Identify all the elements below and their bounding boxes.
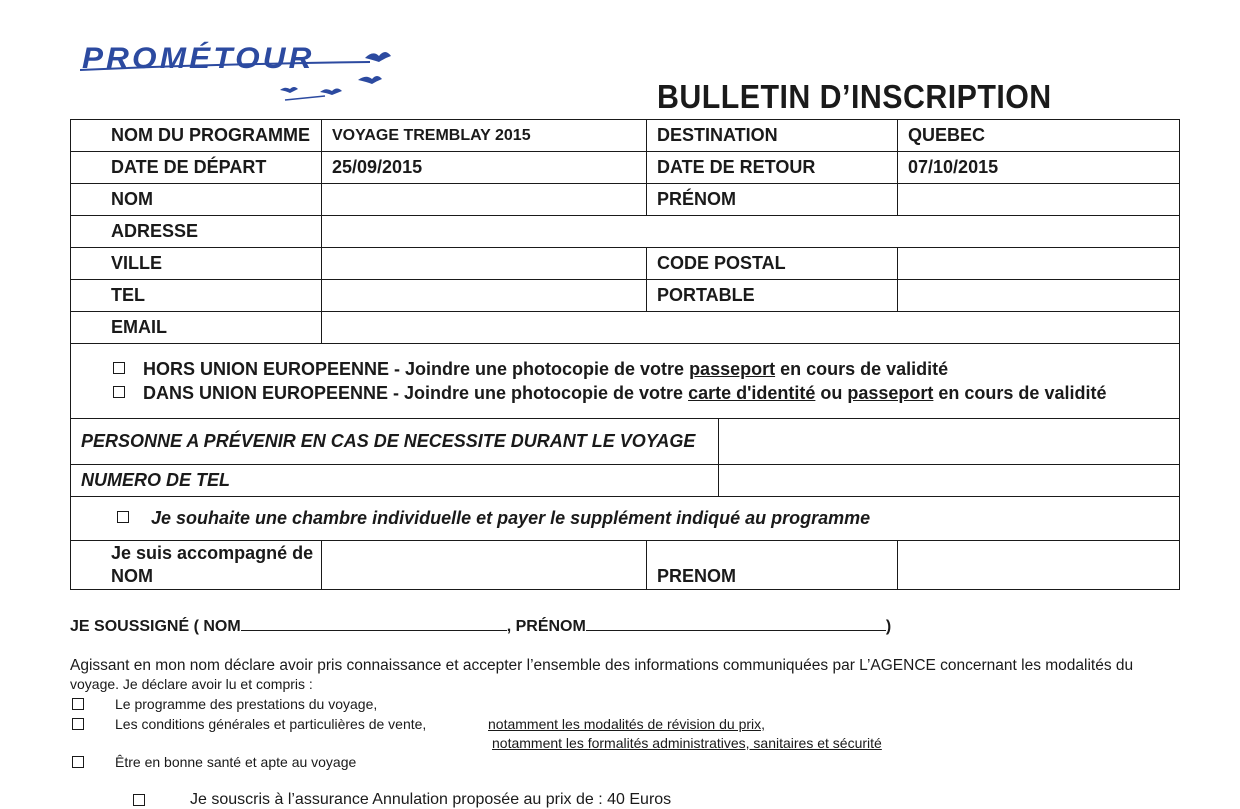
hors-ue-option[interactable]: HORS UNION EUROPEENNE - Joindre une photocopie de votre passeport en cours de validité — [113, 357, 1179, 381]
nom-label: NOM — [71, 184, 322, 216]
portable-label: PORTABLE — [647, 280, 898, 312]
depart-label: DATE DE DÉPART — [71, 152, 322, 184]
checkbox-icon[interactable] — [72, 756, 84, 768]
destination-value: QUEBEC — [898, 120, 1180, 152]
personne-field[interactable] — [719, 419, 1180, 465]
declaration-text: Agissant en mon nom déclare avoir pris connaissance et accepter l’ensemble des informations communiquées par L’AGENCE concernant les modalités du — [70, 657, 1134, 674]
prometour-logo — [80, 40, 400, 106]
prenom-label: PRÉNOM — [647, 184, 898, 216]
list-item: Être en bonne santé et apte au voyage — [115, 754, 357, 770]
destination-label: DESTINATION — [647, 120, 898, 152]
table-row — [71, 248, 1180, 280]
portable-field[interactable] — [898, 280, 1180, 312]
table-row — [71, 184, 1180, 216]
checkbox-icon[interactable] — [72, 698, 84, 710]
signature-nom-blank[interactable] — [241, 616, 507, 631]
retour-value: 07/10/2015 — [898, 152, 1180, 184]
prenom-field[interactable] — [898, 184, 1180, 216]
checkbox-icon[interactable] — [133, 794, 145, 806]
ville-label: VILLE — [71, 248, 322, 280]
adresse-field[interactable] — [322, 216, 1180, 248]
retour-label: DATE DE RETOUR — [647, 152, 898, 184]
signature-line: JE SOUSSIGNÉ ( NOM , PRÉNOM ) — [70, 618, 892, 635]
email-field[interactable] — [322, 312, 1180, 344]
tel-field[interactable] — [322, 280, 647, 312]
numero-label: NUMERO DE TEL — [71, 465, 719, 497]
documents-cell — [71, 344, 1180, 419]
signature-prenom-blank[interactable] — [586, 616, 886, 631]
list-item: Le programme des prestations du voyage, — [115, 696, 378, 712]
dans-ue-option[interactable]: DANS UNION EUROPEENNE - Joindre une photocopie de votre carte d'identité ou passeport en cours de validité — [113, 381, 1179, 405]
table-row — [71, 280, 1180, 312]
checkbox-icon[interactable] — [117, 511, 129, 523]
code-postal-label: CODE POSTAL — [647, 248, 898, 280]
checkbox-icon[interactable] — [72, 718, 84, 730]
documents-row — [71, 344, 1180, 419]
personne-label: PERSONNE A PRÉVENIR EN CAS DE NECESSITE DURANT LE VOYAGE — [71, 419, 719, 465]
table-row — [71, 497, 1180, 541]
programme-value: VOYAGE TREMBLAY 2015 — [322, 120, 647, 152]
accompagne-prenom-label: PRENOM — [647, 541, 898, 590]
numero-field[interactable] — [719, 465, 1180, 497]
assurance-option: Je souscris à l’assurance Annulation proposée au prix de : 40 Euros — [190, 791, 672, 808]
nom-field[interactable] — [322, 184, 647, 216]
registration-form — [70, 119, 1180, 590]
accompagne-prenom-field[interactable] — [898, 541, 1180, 590]
table-row — [71, 465, 1180, 497]
note-formalites: notamment les formalités administratives, sanitaires et sécurité — [492, 735, 882, 751]
ville-field[interactable] — [322, 248, 647, 280]
birds-icon — [80, 40, 400, 106]
depart-value: 25/09/2015 — [322, 152, 647, 184]
accompagne-nom-field[interactable] — [322, 541, 647, 590]
checkbox-icon[interactable] — [113, 386, 125, 398]
table-row — [71, 541, 1180, 590]
adresse-label: ADRESSE — [71, 216, 322, 248]
declaration-text-2: voyage. Je déclare avoir lu et compris : — [70, 676, 313, 692]
code-postal-field[interactable] — [898, 248, 1180, 280]
programme-label: NOM DU PROGRAMME — [71, 120, 322, 152]
tel-label: TEL — [71, 280, 322, 312]
table-row — [71, 152, 1180, 184]
table-row — [71, 419, 1180, 465]
accompagne-label: Je suis accompagné de NOM — [71, 541, 322, 590]
chambre-option[interactable]: Je souhaite une chambre individuelle et payer le supplément indiqué au programme — [71, 497, 1180, 541]
table-row — [71, 216, 1180, 248]
note-prix: notamment les modalités de révision du prix, — [488, 716, 766, 732]
logo-text: PROMÉTOUR — [82, 42, 315, 75]
table-row — [71, 312, 1180, 344]
checkbox-icon[interactable] — [113, 362, 125, 374]
list-item: Les conditions générales et particulières de vente, — [115, 716, 427, 732]
email-label: EMAIL — [71, 312, 322, 344]
table-row — [71, 120, 1180, 152]
page-title: BULLETIN D’INSCRIPTION — [657, 78, 1052, 115]
